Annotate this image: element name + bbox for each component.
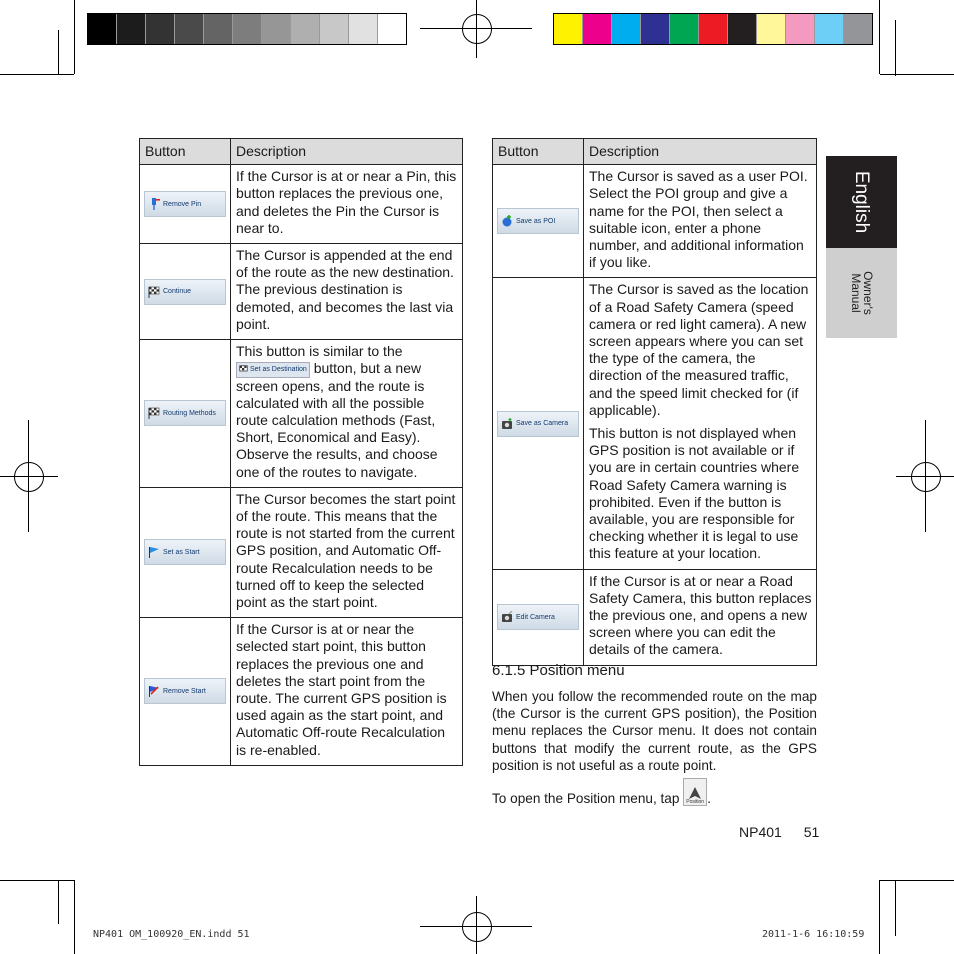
save-as-poi-label: Save as POI bbox=[516, 217, 556, 225]
instruction-line bbox=[492, 778, 711, 806]
checkered-flag-icon bbox=[239, 365, 248, 374]
color-swatch bbox=[320, 14, 349, 44]
table-row bbox=[140, 244, 463, 340]
color-swatch bbox=[117, 14, 146, 44]
color-swatch bbox=[204, 14, 233, 44]
color-swatch bbox=[349, 14, 378, 44]
description-text: The Cursor is saved as the location of a Road Safety Camera (speed camera or red light camera). A new screen appears where you can set the type of the camera, the direction of the measured traffic, and the speed limit checked for (if applicable). bbox=[589, 281, 809, 418]
color-swatch bbox=[786, 14, 815, 44]
save-poi-icon bbox=[501, 215, 513, 227]
language-tab bbox=[826, 156, 897, 248]
routing-methods-label: Routing Methods bbox=[163, 409, 216, 417]
header-button: Button bbox=[140, 139, 231, 165]
color-swatch bbox=[670, 14, 699, 44]
color-swatch bbox=[757, 14, 786, 44]
remove-pin-label: Remove Pin bbox=[163, 200, 202, 208]
crop-mark bbox=[58, 880, 59, 924]
set-as-start-label: Set as Start bbox=[163, 548, 200, 556]
button-table-right bbox=[492, 138, 817, 666]
routing-methods-button bbox=[144, 400, 226, 426]
color-swatch bbox=[291, 14, 320, 44]
color-swatch bbox=[641, 14, 670, 44]
table-header bbox=[493, 139, 817, 165]
header-button: Button bbox=[493, 139, 584, 165]
table-row bbox=[493, 165, 817, 278]
remove-start-label: Remove Start bbox=[163, 687, 206, 695]
row-description: If the Cursor is at or near the selected start point, this button replaces the previous one and deletes the start point from the route. The current GPS position is used again as the start point, and Automatic Off-route Recalculation is re-enabled. bbox=[231, 618, 463, 766]
color-swatch bbox=[233, 14, 262, 44]
description-text: This button is not displayed when GPS position is not available or if you are in certain countries where Road Safety Camera warning is prohibited. Even if the button is available, you are responsible for checking whether it is legal to use this feature at your location. bbox=[589, 425, 800, 562]
crop-mark bbox=[895, 20, 896, 76]
instruction-end: . bbox=[707, 791, 711, 806]
set-as-destination-label: Set as Destination bbox=[250, 365, 307, 373]
row-description: The Cursor is saved as a user POI. Select the POI group and give a name for the POI, then select a suitable icon, enter a phone number, and additional information if you like. bbox=[584, 165, 817, 278]
color-swatch bbox=[175, 14, 204, 44]
color-swatch bbox=[554, 14, 583, 44]
table-row bbox=[140, 340, 463, 488]
table-row bbox=[140, 618, 463, 766]
table-row bbox=[140, 165, 463, 244]
crop-mark bbox=[879, 0, 880, 74]
color-swatch bbox=[815, 14, 844, 44]
pin-icon bbox=[148, 198, 160, 210]
page-number: 51 bbox=[803, 824, 820, 840]
registration-mark bbox=[911, 462, 941, 492]
button-table-left bbox=[139, 138, 463, 766]
registration-mark bbox=[896, 476, 954, 477]
instruction-text: To open the Position menu, tap bbox=[492, 791, 680, 806]
crop-mark bbox=[879, 880, 880, 954]
position-button bbox=[683, 778, 707, 806]
remove-start-button bbox=[144, 678, 226, 704]
slug-file: NP401 OM_100920_EN.indd 51 bbox=[93, 929, 250, 940]
edit-camera-button bbox=[497, 604, 579, 630]
crop-mark bbox=[880, 74, 954, 75]
color-swatch bbox=[262, 14, 291, 44]
row-description: If the Cursor is at or near a Road Safety Camera, this button replaces the previous one, and opens a new screen where you can edit the details of the camera. bbox=[584, 569, 817, 665]
table-row bbox=[140, 487, 463, 617]
checkered-flag-icon bbox=[148, 407, 160, 419]
color-swatch bbox=[844, 14, 872, 44]
description-text: button, but a new screen opens, and the route is calculated with all the possible route calculation methods (Fast, Short, Economical and Easy). Observe the results, and choose one of the routes to navigate. bbox=[236, 360, 438, 480]
set-as-destination-button bbox=[236, 362, 310, 378]
language-label: English bbox=[851, 170, 873, 234]
registration-mark bbox=[0, 476, 58, 477]
crop-mark bbox=[895, 880, 896, 936]
description-text: This button is similar to the bbox=[236, 343, 403, 360]
section-paragraph: When you follow the recommended route on the map (the Cursor is the current GPS position), the Position menu replaces the Cursor menu. It does not contain buttons that modify the current route, as the GPS position is not useful as a route point. bbox=[492, 689, 817, 773]
section-heading: 6.1.5 Position menu bbox=[492, 662, 625, 679]
edit-camera-label: Edit Camera bbox=[516, 613, 555, 621]
save-as-camera-label: Save as Camera bbox=[516, 419, 569, 427]
crop-mark bbox=[0, 880, 74, 881]
row-description: The Cursor is appended at the end of the route as the new destination. The previous destination is demoted, and becomes the last via point. bbox=[231, 244, 463, 340]
set-as-start-button bbox=[144, 539, 226, 565]
manual-label-line1: Owner's bbox=[860, 271, 875, 315]
color-swatch bbox=[146, 14, 175, 44]
color-bar bbox=[553, 13, 873, 45]
position-arrow-icon bbox=[688, 787, 702, 799]
color-swatch bbox=[699, 14, 728, 44]
position-button-label: Position bbox=[686, 799, 705, 805]
crop-mark bbox=[74, 0, 75, 74]
manual-label-line2: Manual bbox=[848, 273, 863, 313]
row-description: The Cursor becomes the start point of the route. This means that the route is not started from the current GPS position, and Automatic Off-route Recalculation needs to be turned off to keep the selected point as the start point. bbox=[231, 487, 463, 617]
registration-mark bbox=[420, 926, 532, 927]
registration-mark bbox=[462, 912, 492, 942]
registration-mark bbox=[14, 462, 44, 492]
crop-mark bbox=[74, 880, 75, 954]
row-description bbox=[584, 278, 817, 569]
row-description bbox=[231, 340, 463, 488]
registration-mark bbox=[420, 28, 532, 29]
table-header bbox=[140, 139, 463, 165]
continue-label: Continue bbox=[163, 287, 192, 295]
table-row bbox=[493, 569, 817, 665]
table-row bbox=[493, 278, 817, 569]
save-as-poi-button bbox=[497, 208, 579, 234]
model-number: NP401 bbox=[739, 824, 782, 840]
color-swatch bbox=[583, 14, 612, 44]
crop-mark bbox=[58, 30, 59, 74]
header-description: Description bbox=[584, 139, 817, 165]
page-footer bbox=[739, 824, 819, 840]
start-flag-icon bbox=[148, 546, 160, 558]
header-description: Description bbox=[231, 139, 463, 165]
color-swatch bbox=[88, 14, 117, 44]
continue-button bbox=[144, 279, 226, 305]
registration-mark bbox=[476, 896, 477, 954]
slug-date: 2011-1-6 16:10:59 bbox=[762, 929, 865, 940]
registration-mark bbox=[462, 14, 492, 44]
color-swatch bbox=[728, 14, 757, 44]
color-swatch bbox=[612, 14, 641, 44]
checkered-flag-icon bbox=[148, 286, 160, 298]
manual-tab bbox=[826, 248, 897, 338]
row-description: If the Cursor is at or near a Pin, this button replaces the previous one, and deletes the Pin the Cursor is near to. bbox=[231, 165, 463, 244]
save-as-camera-button bbox=[497, 411, 579, 437]
crop-mark bbox=[0, 74, 74, 75]
remove-start-flag-icon bbox=[148, 685, 160, 697]
remove-pin-button bbox=[144, 191, 226, 217]
crop-mark bbox=[880, 880, 954, 881]
grayscale-bar bbox=[87, 13, 407, 45]
color-swatch bbox=[378, 14, 406, 44]
camera-icon bbox=[501, 418, 513, 430]
registration-mark bbox=[476, 0, 477, 58]
edit-camera-icon bbox=[501, 611, 513, 623]
